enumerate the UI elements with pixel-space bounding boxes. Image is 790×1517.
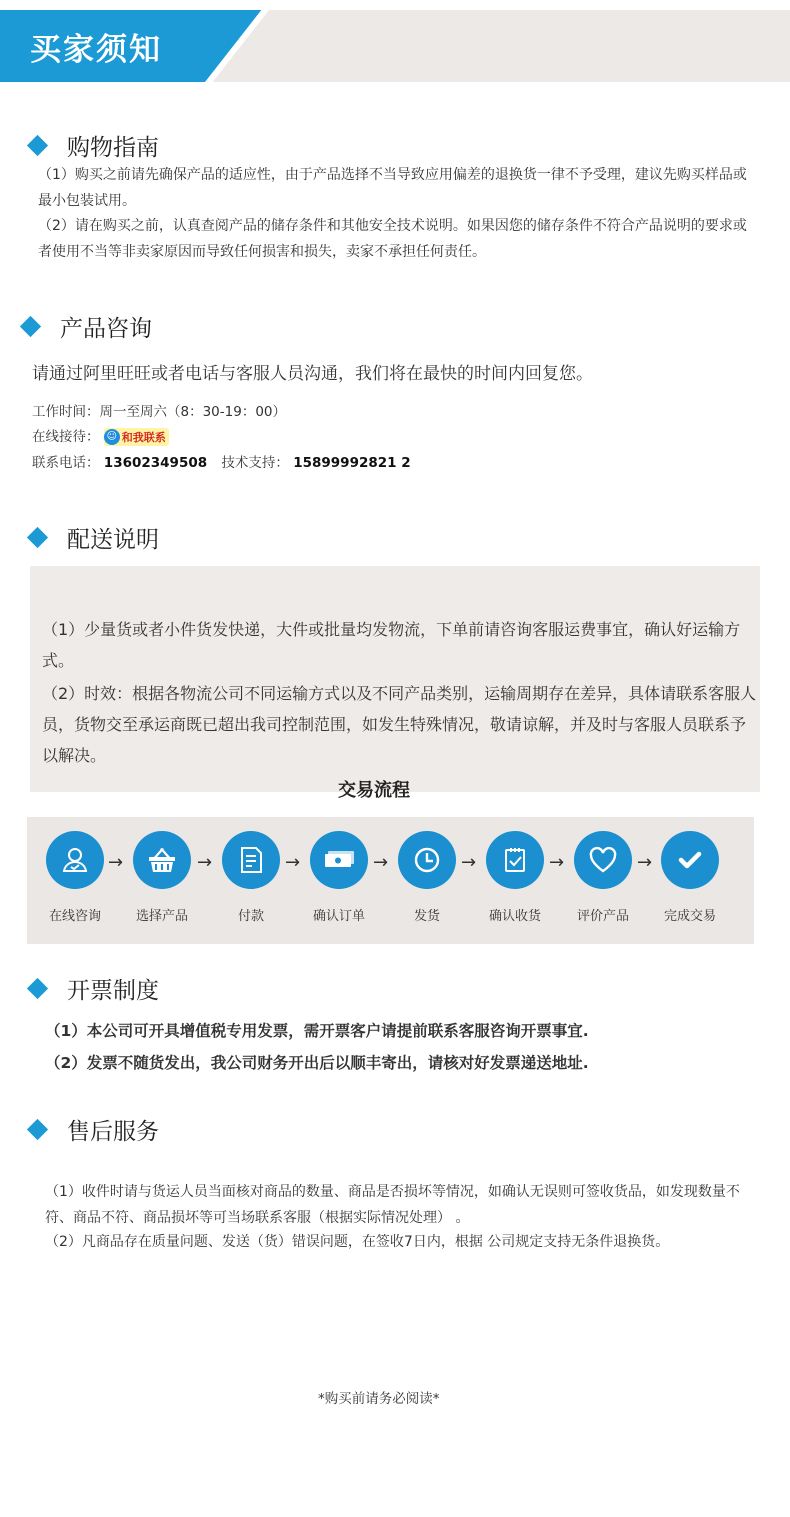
diamond-bullet-icon (27, 978, 48, 999)
flow-step-label: 完成交易 (663, 909, 716, 924)
consult-intro: 请通过阿里旺旺或者电话与客服人员沟通，我们将在最快的时间内回复您。 (32, 364, 593, 384)
diamond-bullet-icon (20, 316, 41, 337)
guide-paragraph-2: （2）请在购买之前，认真查阅产品的储存条件和其他安全技术说明。如果因您的储存条件不符合产品说明的要求或者使用不当等非卖家原因而导致任何损害和损失，卖家不承担任何责任。 (38, 218, 747, 260)
user-icon (46, 831, 104, 889)
section-aftersales-heading (30, 1113, 159, 1146)
support-label: 技术支持： (221, 455, 289, 471)
section-consult-heading (23, 310, 152, 343)
arrow-right-icon: → (197, 852, 213, 873)
footer-note: *购买前请务必阅读* (318, 1391, 440, 1407)
shipping-paragraph-2: （2）时效：根据各物流公司不同运输方式以及不同产品类别，运输周期存在差异，具体请联系客服人员，货物交至承运商既已超出我司控制范围，如发生特殊情况，敬请谅解，并及时与客服人员联系予以解决。 (42, 684, 757, 765)
arrow-right-icon: → (373, 852, 389, 873)
flow-step-label: 评价产品 (576, 909, 629, 924)
flow-step-label: 确认订单 (312, 909, 365, 924)
arrow-right-icon: → (285, 852, 301, 873)
invoice-paragraph-2: （2）发票不随货发出，我公司财务开出后以顺丰寄出，请核对好发票递送地址. (45, 1054, 589, 1072)
arrow-right-icon: → (549, 852, 565, 873)
online-reception-row (32, 425, 169, 446)
flow-step-review (573, 831, 633, 924)
flow-step-consult (45, 831, 105, 924)
flow-step-confirm-order (309, 831, 369, 924)
phone-label: 联系电话： (32, 455, 100, 471)
flow-step-label: 在线咨询 (48, 909, 101, 924)
phone-number: 13602349508 (103, 455, 208, 471)
diamond-bullet-icon (27, 135, 48, 156)
section-title: 购物指南 (67, 135, 159, 161)
shipping-paragraph-1: （1）少量货或者小件货发快递，大件或批量均发物流，下单前请咨询客服运费事宜，确认好运输方式。 (42, 620, 741, 670)
section-invoice-heading (30, 972, 159, 1005)
flow-step-confirm-receipt (485, 831, 545, 924)
document-icon (222, 831, 280, 889)
flow-step-complete (660, 831, 720, 924)
invoice-paragraph-1: （1）本公司可开具增值税专用发票，需开票客户请提前联系客服咨询开票事宜. (45, 1022, 589, 1040)
section-guide-heading (30, 129, 159, 162)
flow-step-select (132, 831, 192, 924)
heart-icon (574, 831, 632, 889)
chat-contact-label: 和我联系 (121, 431, 166, 444)
basket-icon (133, 831, 191, 889)
header-banner (0, 0, 790, 82)
flow-step-ship (397, 831, 457, 924)
flow-step-label: 选择产品 (135, 909, 188, 924)
section-shipping-heading (30, 521, 159, 554)
checklist-icon (486, 831, 544, 889)
section-title: 配送说明 (67, 527, 159, 553)
chat-bubble-icon: ☺ (104, 429, 120, 445)
diamond-bullet-icon (27, 1119, 48, 1140)
working-hours: 工作时间：周一至周六（8：30-19：00） (32, 404, 286, 420)
flow-step-pay (221, 831, 281, 924)
section-title: 产品咨询 (60, 316, 152, 342)
aftersales-paragraph-2: （2）凡商品存在质量问题、发送（货）错误问题，在签收7日内，根据 公司规定支持无条件退换货。 (45, 1234, 670, 1250)
aftersales-paragraph-1: （1）收件时请与货运人员当面核对商品的数量、商品是否损坏等情况，如确认无误则可签收货品，如发现数量不符、商品不符、商品损坏等可当场联系客服（根据实际情况处理） 。 (45, 1184, 740, 1226)
support-phone-number: 15899992821 2 (293, 455, 411, 471)
page-title: 买家须知 (30, 32, 162, 68)
chat-contact-button[interactable] (104, 428, 169, 446)
flow-title: 交易流程 (338, 780, 410, 801)
transaction-flow-panel (27, 817, 754, 944)
cash-icon (310, 831, 368, 889)
clock-icon (398, 831, 456, 889)
flow-step-label: 付款 (237, 909, 264, 924)
arrow-right-icon: → (108, 852, 124, 873)
guide-paragraph-1: （1）购买之前请先确保产品的适应性，由于产品选择不当导致应用偏差的退换货一律不予受理，建议先购买样品或最小包装试用。 (38, 167, 747, 209)
online-reception-label: 在线接待： (32, 429, 100, 445)
section-title: 开票制度 (67, 978, 159, 1004)
flow-step-label: 发货 (413, 909, 440, 924)
arrow-right-icon: → (461, 852, 477, 873)
section-title: 售后服务 (67, 1119, 159, 1145)
flow-step-label: 确认收货 (488, 909, 541, 924)
contact-phone-row (32, 451, 411, 471)
check-icon (661, 831, 719, 889)
arrow-right-icon: → (637, 852, 653, 873)
diamond-bullet-icon (27, 527, 48, 548)
